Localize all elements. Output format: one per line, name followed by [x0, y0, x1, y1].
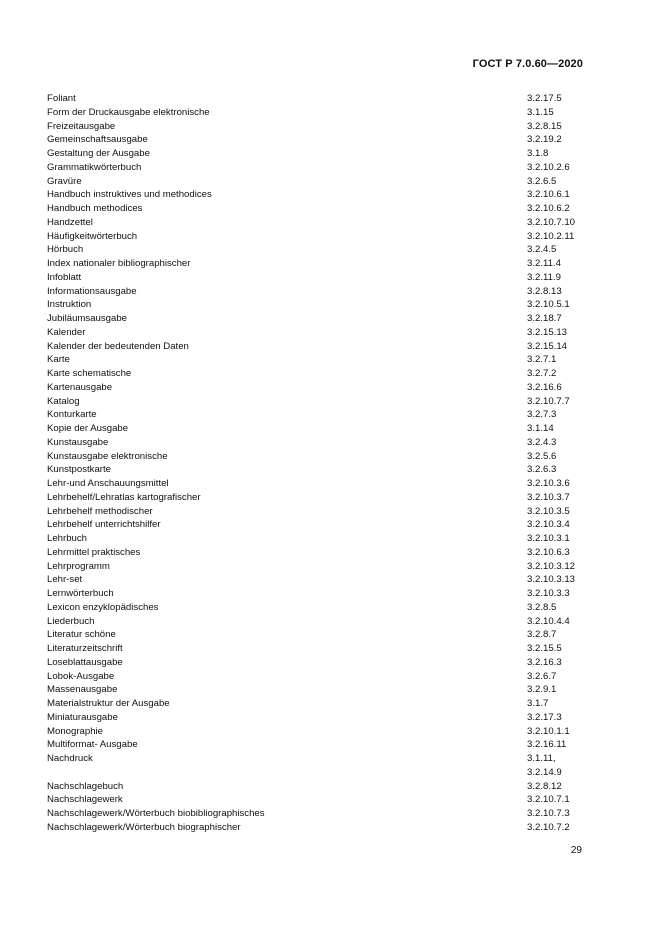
index-reference — [527, 670, 583, 684]
index-term: Massenausgabe — [47, 684, 118, 696]
index-entry — [47, 683, 583, 697]
reference-number: 3.2.10.6.1 — [527, 189, 570, 201]
index-term: Katalog — [47, 395, 80, 407]
index-entry — [47, 725, 583, 739]
index-term: Kopie der Ausgabe — [47, 423, 129, 434]
index-term: Monographie — [47, 725, 104, 737]
index-term: Kunstausgabe — [47, 436, 109, 448]
reference-number: 3.2.6.5 — [527, 175, 557, 187]
index-entry — [47, 738, 583, 752]
reference-number: 3.2.8.12 — [527, 780, 562, 792]
reference-number: 3.2.4.5 — [527, 244, 557, 256]
index-term: Lehrbehelf methodischer — [47, 505, 153, 517]
index-reference — [527, 683, 583, 697]
reference-number: 3.1.14 — [527, 423, 554, 434]
index-entry — [47, 353, 583, 367]
reference-number: 3.2.15.5 — [527, 643, 562, 654]
index-term: Kalender — [47, 326, 86, 338]
index-entry — [47, 326, 583, 340]
index-term: Literatur schöne — [47, 629, 116, 641]
index-reference — [527, 326, 583, 340]
index-term: Lehrbehelf unterrichtshilfer — [47, 519, 161, 531]
index-reference — [527, 202, 583, 216]
index-entry — [47, 573, 583, 587]
index-entry — [47, 285, 583, 299]
index-term: Materialstruktur der Ausgabe — [47, 698, 170, 709]
reference-number: 3.2.10.7.7 — [527, 395, 570, 407]
reference-number: 3.2.10.3.12 — [527, 560, 576, 572]
index-reference — [527, 821, 583, 835]
index-entry — [47, 793, 583, 807]
index-entry — [47, 807, 583, 821]
index-reference — [527, 793, 583, 807]
index-term: Nachschlagewerk — [47, 794, 123, 806]
index-term: Instruktion — [47, 299, 92, 311]
index-entry — [47, 395, 583, 409]
reference-number: 3.2.10.7.3 — [527, 808, 570, 819]
reference-number: 3.1.15 — [527, 106, 554, 118]
index-reference — [527, 353, 583, 367]
index-reference — [527, 546, 583, 560]
index-entry — [47, 821, 583, 835]
index-term: Informationsausgabe — [47, 285, 137, 297]
reference-number: 3.2.10.3.1 — [527, 533, 570, 544]
index-reference — [527, 312, 583, 326]
index-reference — [527, 573, 583, 587]
index-entry — [47, 106, 583, 120]
index-reference — [527, 106, 583, 120]
index-term: Multiformat- Ausgabe — [47, 739, 138, 751]
index-reference — [527, 738, 583, 752]
index-term: Gravüre — [47, 175, 82, 187]
reference-number: 3.2.17.5 — [527, 93, 562, 104]
index-entry — [47, 560, 583, 574]
index-term: Gestaltung der Ausgabe — [47, 148, 150, 159]
index-entry — [47, 436, 583, 450]
index-term: Form der Druckausgabe elektronische — [47, 106, 210, 118]
reference-number: 3.2.15.14 — [527, 340, 568, 352]
index-term: Nachschlagewerk/Wörterbuch biobibliographisches — [47, 808, 265, 819]
index-entry — [47, 175, 583, 189]
index-entry — [47, 188, 583, 202]
index-term: Handbuch instruktives und methodices — [47, 189, 212, 201]
index-reference — [527, 257, 583, 271]
index-entry — [47, 752, 583, 780]
index-entry — [47, 298, 583, 312]
index-entry — [47, 216, 583, 230]
index-reference — [527, 395, 583, 409]
index-reference — [527, 271, 583, 285]
index-term: Kartenausgabe — [47, 381, 113, 393]
index-term: Kunstpostkarte — [47, 464, 111, 476]
index-entry — [47, 518, 583, 532]
index-reference — [527, 340, 583, 354]
reference-number: 3.2.6.7 — [527, 670, 557, 682]
index-entry — [47, 367, 583, 381]
index-term: Foliant — [47, 93, 76, 104]
index-list — [47, 92, 583, 835]
index-reference — [527, 147, 583, 161]
index-term: Karte — [47, 354, 70, 366]
reference-number: 3.2.10.7.10 — [527, 216, 576, 228]
index-term: Lobok-Ausgabe — [47, 670, 115, 682]
reference-number: 3.2.10.2.6 — [527, 161, 570, 173]
reference-number: 3.2.10.3.3 — [527, 588, 570, 599]
index-term: Nachschlagebuch — [47, 780, 124, 792]
reference-number: 3.2.10.4.4 — [527, 615, 570, 627]
index-term: Grammatikwörterbuch — [47, 161, 142, 173]
reference-number: 3.2.10.3.7 — [527, 491, 570, 503]
index-entry — [47, 477, 583, 491]
reference-number: 3.2.7.2 — [527, 368, 557, 379]
index-entry — [47, 312, 583, 326]
reference-number: 3.2.14.9 — [527, 766, 562, 778]
index-term: Handzettel — [47, 216, 93, 228]
index-entry — [47, 628, 583, 642]
reference-number: 3.2.10.7.2 — [527, 821, 570, 833]
reference-number: 3.2.8.5 — [527, 601, 557, 613]
reference-number: 3.2.10.6.3 — [527, 546, 570, 558]
index-term: Handbuch methodices — [47, 203, 143, 214]
index-term: Karte schematische — [47, 368, 132, 379]
index-reference — [527, 587, 583, 601]
index-term: Freizeitausgabe — [47, 120, 116, 132]
reference-number: 3.2.10.3.13 — [527, 574, 576, 586]
reference-number: 3.2.10.1.1 — [527, 725, 570, 737]
index-entry — [47, 450, 583, 464]
reference-number: 3.2.10.2.11 — [527, 230, 575, 242]
index-entry — [47, 408, 583, 422]
index-entry — [47, 340, 583, 354]
index-reference — [527, 711, 583, 725]
index-reference — [527, 408, 583, 422]
index-entry — [47, 656, 583, 670]
index-entry — [47, 422, 583, 436]
reference-number: 3.2.8.7 — [527, 629, 557, 641]
reference-number: 3.2.11.9 — [527, 271, 561, 283]
reference-number: 3.2.5.6 — [527, 450, 557, 462]
index-reference — [527, 92, 583, 106]
index-term: Loseblattausgabe — [47, 656, 123, 668]
reference-number: 3.2.15.13 — [527, 326, 568, 338]
index-term: Konturkarte — [47, 409, 97, 421]
index-term: Lernwörterbuch — [47, 588, 114, 599]
index-entry — [47, 257, 583, 271]
index-reference — [527, 243, 583, 257]
reference-number: 3.2.8.15 — [527, 120, 562, 132]
reference-number: 3.2.10.5.1 — [527, 299, 570, 311]
index-entry — [47, 491, 583, 505]
index-term: Kalender der bedeutenden Daten — [47, 340, 189, 352]
reference-number: 3.2.16.6 — [527, 381, 562, 393]
index-reference — [527, 518, 583, 532]
index-term: Häufigkeitwörterbuch — [47, 230, 138, 242]
index-reference — [527, 615, 583, 629]
index-term: Infoblatt — [47, 271, 82, 283]
reference-number: 3.2.7.3 — [527, 409, 557, 421]
reference-number: 3.2.7.1 — [527, 354, 557, 366]
reference-number: 3.2.4.3 — [527, 436, 557, 448]
index-reference — [527, 161, 583, 175]
index-term: Lehr-set — [47, 574, 83, 586]
reference-number: 3.2.9.1 — [527, 684, 557, 696]
index-term: Lexicon enzyklopädisches — [47, 601, 159, 613]
index-reference — [527, 188, 583, 202]
index-reference — [527, 367, 583, 381]
standard-header: ГОСТ Р 7.0.60—2020 — [472, 58, 583, 70]
index-reference — [527, 725, 583, 739]
reference-number: 3.2.16.3 — [527, 656, 562, 668]
index-entry — [47, 711, 583, 725]
index-reference — [527, 175, 583, 189]
index-reference — [527, 381, 583, 395]
reference-number: 3.1.11, — [527, 753, 556, 764]
index-reference — [527, 298, 583, 312]
page-number: 29 — [570, 845, 582, 856]
index-entry — [47, 505, 583, 519]
index-term: Nachdruck — [47, 753, 93, 764]
index-term: Index nationaler bibliographischer — [47, 258, 191, 269]
index-entry — [47, 147, 583, 161]
index-reference — [527, 216, 583, 230]
index-entry — [47, 697, 583, 711]
index-entry — [47, 243, 583, 257]
index-term: Literaturzeitschrift — [47, 643, 123, 654]
index-reference — [527, 463, 583, 477]
reference-number: 3.2.19.2 — [527, 134, 562, 146]
index-entry — [47, 133, 583, 147]
index-reference — [527, 450, 583, 464]
index-entry — [47, 587, 583, 601]
index-reference — [527, 656, 583, 670]
index-reference — [527, 491, 583, 505]
reference-number: 3.2.16.11 — [527, 739, 567, 751]
index-reference — [527, 642, 583, 656]
reference-number: 3.2.18.7 — [527, 313, 562, 324]
index-reference — [527, 285, 583, 299]
reference-number: 3.1.7 — [527, 698, 549, 709]
reference-number: 3.2.6.3 — [527, 464, 557, 476]
index-term: Hörbuch — [47, 244, 84, 256]
index-reference — [527, 436, 583, 450]
reference-number: 3.2.11.4 — [527, 258, 561, 269]
index-reference — [527, 532, 583, 546]
index-term: Lehr-und Anschauungsmittel — [47, 478, 169, 489]
index-entry — [47, 161, 583, 175]
index-term: Lehrbuch — [47, 533, 88, 544]
index-reference — [527, 230, 583, 244]
index-term: Lehrbehelf/Lehratlas kartografischer — [47, 491, 201, 503]
index-reference — [527, 780, 583, 794]
index-reference — [527, 120, 583, 134]
index-entry — [47, 601, 583, 615]
index-entry — [47, 546, 583, 560]
index-reference — [527, 807, 583, 821]
index-entry — [47, 532, 583, 546]
reference-number: 3.2.10.6.2 — [527, 203, 570, 214]
index-reference — [527, 477, 583, 491]
index-entry — [47, 670, 583, 684]
reference-number: 3.2.10.3.4 — [527, 519, 570, 531]
index-term: Lehrmittel praktisches — [47, 546, 141, 558]
index-reference — [527, 560, 583, 574]
index-entry — [47, 642, 583, 656]
index-entry — [47, 780, 583, 794]
index-entry — [47, 230, 583, 244]
index-entry — [47, 92, 583, 106]
index-term: Kunstausgabe elektronische — [47, 450, 168, 462]
reference-number: 3.1.8 — [527, 148, 549, 159]
reference-number: 3.2.10.3.6 — [527, 478, 570, 489]
index-reference — [527, 422, 583, 436]
reference-number: 3.2.8.13 — [527, 285, 562, 297]
index-reference — [527, 505, 583, 519]
index-entry — [47, 381, 583, 395]
index-entry — [47, 463, 583, 477]
index-entry — [47, 202, 583, 216]
index-term: Gemeinschaftsausgabe — [47, 134, 148, 146]
index-term: Lehrprogramm — [47, 560, 110, 572]
index-term: Liederbuch — [47, 615, 95, 627]
reference-number: 3.2.10.7.1 — [527, 794, 570, 806]
index-term: Nachschlagewerk/Wörterbuch biographischer — [47, 821, 241, 833]
index-term: Jubiläumsausgabe — [47, 313, 128, 324]
index-term: Miniaturausgabe — [47, 711, 118, 723]
index-reference — [527, 697, 583, 711]
reference-number: 3.2.10.3.5 — [527, 505, 570, 517]
index-reference — [527, 133, 583, 147]
index-entry — [47, 615, 583, 629]
index-reference — [527, 628, 583, 642]
index-entry — [47, 271, 583, 285]
index-reference — [527, 601, 583, 615]
index-entry — [47, 120, 583, 134]
index-reference — [527, 752, 583, 780]
reference-number: 3.2.17.3 — [527, 711, 562, 723]
